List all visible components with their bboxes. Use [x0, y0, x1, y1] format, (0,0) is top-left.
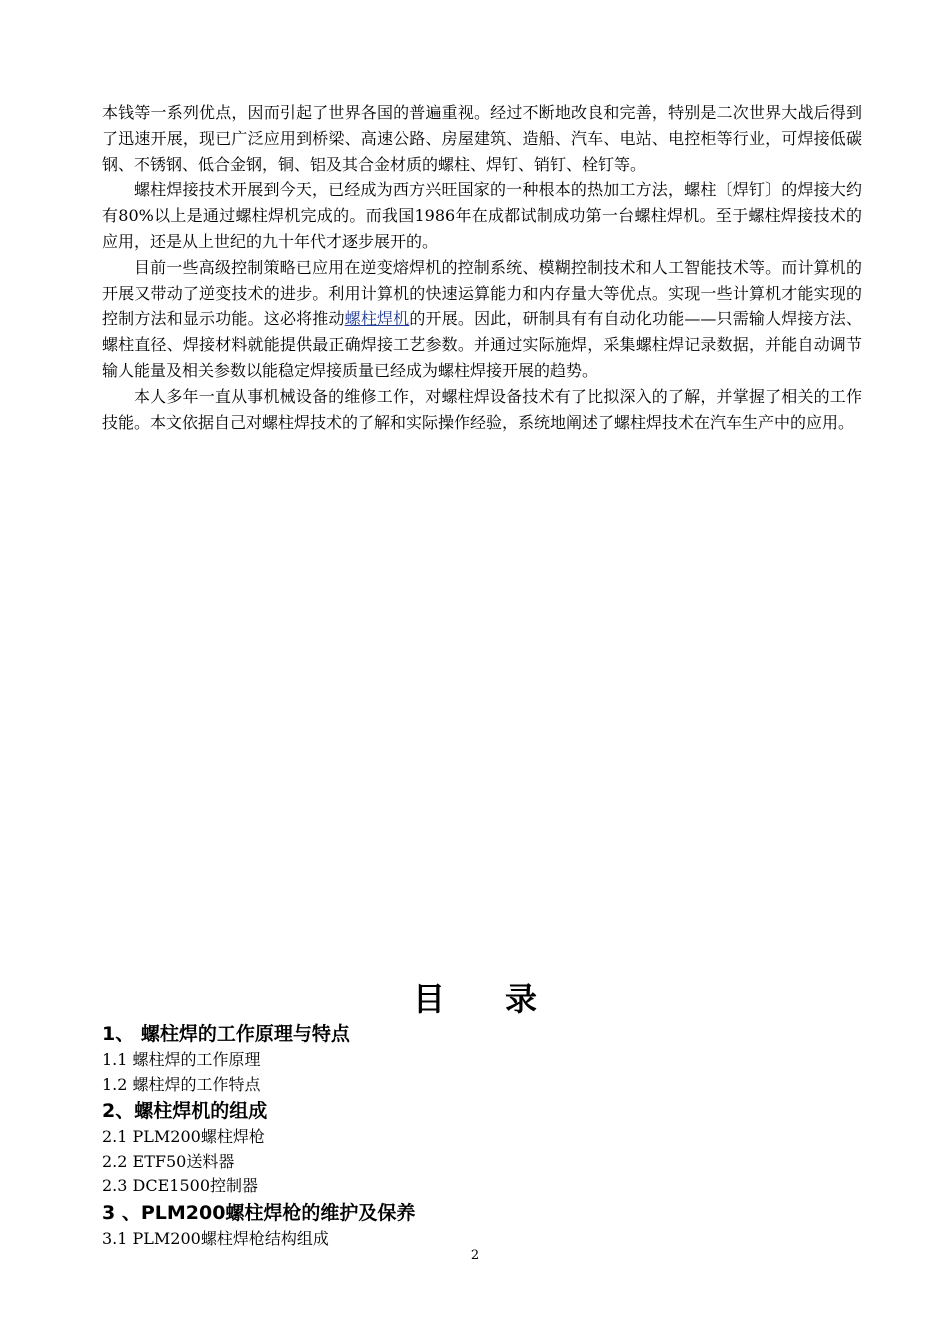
paragraph-4: 本人多年一直从事机械设备的维修工作，对螺柱焊设备技术有了比拟深入的了解，并掌握了相关的工作技能。本文依据自己对螺柱焊技术的了解和实际操作经验，系统地阐述了螺柱焊技术在汽车生产中的应用。	[102, 386, 862, 432]
paragraph-1: 本钱等一系列优点，因而引起了世界各国的普遍重视。经过不断地改良和完善，特别是二次世界大战后得到了迅速开展，现已广泛应用到桥梁、高速公路、房屋建筑、造船、汽车、电站、电控柜等行业，可焊接低碳钢、不锈钢、低合金钢，铜、铝及其合金材质的螺柱、焊钉、销钉、栓钉等。	[102, 103, 862, 174]
toc-entry-3-1[interactable]: 3.1 PLM200螺柱焊枪结构组成	[102, 1228, 329, 1248]
toc-entry-1-1[interactable]: 1.1 螺柱焊的工作原理	[102, 1050, 261, 1069]
toc-entry-2-1[interactable]: 2.1 PLM200螺柱焊枪	[102, 1127, 265, 1146]
toc-entry-2-2[interactable]: 2.2 ETF50送料器	[102, 1151, 235, 1171]
toc-entry-1-2[interactable]: 1.2 螺柱焊的工作特点	[102, 1074, 261, 1094]
paragraph-3	[102, 255, 862, 384]
toc-entry-2-3[interactable]: 2.3 DCE1500控制器	[102, 1176, 259, 1195]
toc-entry-3[interactable]: 3 、PLM200螺柱焊枪的维护及保养	[102, 1201, 416, 1224]
toc-entry-2[interactable]: 2、螺柱焊机的组成	[102, 1100, 268, 1122]
toc-entry-1[interactable]: 1、 螺柱焊的工作原理与特点	[102, 1023, 350, 1045]
paragraph-2: 螺柱焊接技术开展到今天，已经成为西方兴旺国家的一种根本的热加工方法，螺柱〔焊钉〕的焊接大约有80%以上是通过螺柱焊机完成的。而我国1986年在成都试制成功第一台螺柱焊机。至于螺柱焊接技术的应用，还是从上世纪的九十年代才逐步展开的。	[102, 180, 862, 251]
body-text	[102, 100, 862, 435]
table-of-contents	[102, 1020, 862, 1251]
toc-title: 目录	[412, 980, 597, 1018]
paragraph-3-text-before: 目前一些高级控制策略已应用在逆变熔焊机的控制系统、模糊控制技术和人工智能技术等。而计算机的开展又带动了逆变技术的进步。利用计算机的快速运算能力和内存量大等优点。实现一些计算机才能实现的控制方法和显示功能。这必将推动	[102, 257, 862, 329]
paragraph-3-text-after: 的开展。因此，研制具有有自动化功能——只需输人焊接方法、螺柱直径、焊接材料就能提供最正确焊接工艺参数。并通过实际施焊，采集螺柱焊记录数据，并能自动调节输人能量及相关参数以能稳定焊接质量已经成为螺柱焊接开展的趋势。	[102, 309, 862, 380]
stud-welder-link[interactable]: 螺柱焊机	[344, 309, 410, 329]
page-number: 2	[470, 1248, 480, 1263]
